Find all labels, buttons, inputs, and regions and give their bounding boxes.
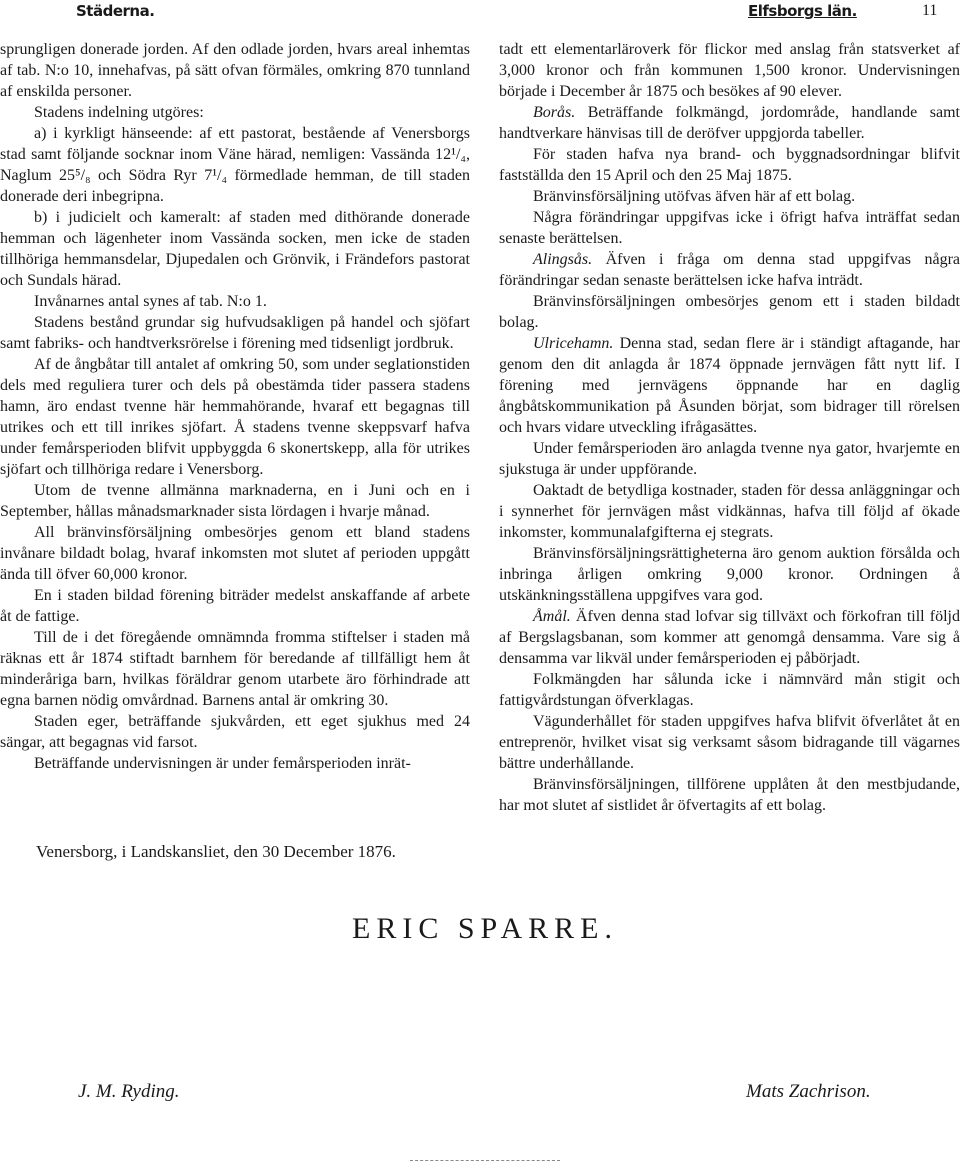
page-number: 11 bbox=[922, 2, 938, 19]
paragraph: Vägunderhållet för staden uppgifves hafva blifvit öfverlåtet åt en entreprenör, hvilket visat sig verksamt såsom bidragande till vägarnes bättre underhållande. bbox=[499, 713, 960, 772]
town-heading: Åmål. bbox=[533, 608, 571, 625]
header-section-title: Städerna. bbox=[76, 2, 155, 20]
header-county-title: Elfsborgs län. bbox=[748, 2, 857, 20]
paragraph: För staden hafva nya brand- och byggnadsordningar blifvit fastställda den 15 April och den 25 Maj 1875. bbox=[499, 146, 960, 184]
paragraph: Alingsås. Äfven i fråga om denna stad uppgifvas några förändringar sedan senaste berättelsen icke hafva inträdt. bbox=[499, 251, 960, 289]
paragraph: Åmål. Äfven denna stad lofvar sig tillväxt och förkofran till följd af Bergslagsbanan, som kommer att genomgå densamma. Vare sig å densamma var likväl under femårsperioden ej påbörjadt. bbox=[499, 608, 960, 667]
paragraph: Borås. Beträffande folkmängd, jordområde, handlande samt handtverkare hänvisas till de deröfver uppgjorda tabeller. bbox=[499, 104, 960, 142]
paragraph: sprungligen donerade jorden. Af den odlade jorden, hvars areal inhemtas af tab. N:o 10, innehafvas, på sätt ofvan förmäles, omkring 870 tunnland af enskilda personer. bbox=[0, 41, 470, 100]
paragraph: Af de ångbåtar till antalet af omkring 50, som under seglationstiden dels med reguliera turer och dels på obestämda tider passera stadens hamn, äro endast tvenne här hemmahörande, hvaraf ett begagnas till utrikes och ett till inrikes sjöfart. Å stadens tvenne skeppsvarf hafva under femårsperioden blifvit uppbyggda 6 skonertskepp, alla för utrikes sjöfart och tillhöriga redare i Venersborg. bbox=[0, 356, 470, 478]
paragraph: En i staden bildad förening biträder medelst anskaffande af arbete åt de fattige. bbox=[0, 587, 470, 625]
paragraph: Stadens indelning utgöres: bbox=[34, 104, 204, 121]
paragraph: Under femårsperioden äro anlagda tvenne nya gator, hvarjemte en sjukstuga är under uppförande. bbox=[499, 440, 960, 478]
paragraph: Stadens bestånd grundar sig hufvudsakligen på handel och sjöfart samt fabriks- och handtverksrörelse i förening med tidsenligt jordbruk. bbox=[0, 314, 470, 352]
paragraph: Till de i det föregående omnämnda fromma stiftelser i staden må räknas ett år 1874 stiftadt barnhem för beredande af tillfälligt hem åt minderåriga barn, hvilkas föräldrar genom utarbete äro förhindrade att egna barnen nödig omvårdnad. Barnens antal är omkring 30. bbox=[0, 629, 470, 709]
town-heading: Borås. bbox=[533, 104, 576, 121]
paragraph: Utom de tvenne allmänna marknaderna, en i Juni och en i September, hållas månadsmarknader sista lördagen i hvarje månad. bbox=[0, 482, 470, 520]
paragraph: Bränvinsförsäljningen ombesörjes genom ett i staden bildadt bolag. bbox=[499, 293, 960, 331]
paragraph: Några förändringar uppgifvas icke i öfrigt hafva inträffat sedan senaste berättelsen. bbox=[499, 209, 960, 247]
governor-name: ERIC SPARRE. bbox=[352, 912, 618, 945]
right-column bbox=[499, 39, 960, 816]
paragraph: Beträffande undervisningen är under femårsperioden inrät- bbox=[34, 755, 411, 772]
paragraph: Invånarnes antal synes af tab. N:o 1. bbox=[34, 293, 267, 310]
page-header bbox=[0, 0, 960, 30]
paragraph: Ulricehamn. Denna stad, sedan flere är i ständigt aftagande, har genom den dit anlagda år 1874 öppnade jernvägen fått nytt lif. I förening med jernvägens öppnande har en daglig ångbåtskommunikation på Åsunden börjat, som bidrager till rörelsen och hvars vidare utveckling ifrågasättes. bbox=[499, 335, 960, 436]
paragraph: b) i judicielt och kameralt: af staden med dithörande donerade hemman och lägenheter inom Vassända socken, men icke de staden tillhöriga hemmansdelar, Djupedalen och Grönvik, i Frändefors pastorat och Sundals härad. bbox=[0, 209, 470, 289]
paragraph: Bränvinsförsäljningsrättigheterna äro genom auktion försålda och inbringa årligen omkring 9,000 kronor. Ordningen å utskänkningsställena uppgifves vara god. bbox=[499, 545, 960, 604]
signature-left: J. M. Ryding. bbox=[78, 1081, 180, 1102]
paragraph: a) i kyrkligt hänseende: af ett pastorat, bestående af Venersborgs stad samt följande socknar inom Väne härad, nemligen: Vassända 12¹/₄, Naglum 25⁵/₈ och Södra Ryr 7¹/₄ förmedlade hemman, de till staden donerade deri inbegripna. bbox=[0, 125, 470, 205]
footer-rule bbox=[410, 1160, 560, 1161]
left-column bbox=[0, 39, 470, 774]
town-heading: Alingsås. bbox=[533, 251, 593, 268]
paragraph: Folkmängden har sålunda icke i nämnvärd mån stigit och fattigvårdstungan öfverklagas. bbox=[499, 671, 960, 709]
paragraph: Oaktadt de betydliga kostnader, staden för dessa anläggningar och i synnerhet för jernvägen måst vidkännas, hafva till följd af ökade inkomster, kommunalafgifterna ej stegrats. bbox=[499, 482, 960, 541]
town-heading: Ulricehamn. bbox=[533, 335, 614, 352]
paragraph: tadt ett elementarläroverk för flickor med anslag från statsverket af 3,000 kronor och från kommunen 1,500 kronor. Undervisningen började i December år 1875 och besökes af 90 elever. bbox=[499, 41, 960, 100]
paragraph: Staden eger, beträffande sjukvården, ett eget sjukhus med 24 sängar, att begagnas vid farsot. bbox=[0, 713, 470, 751]
paragraph: Bränvinsförsäljningen, tillförene upplåten åt den mestbjudande, har mot slutet af sistlidet år öfvertagits af ett bolag. bbox=[499, 776, 960, 814]
place-date-line: Venersborg, i Landskansliet, den 30 December 1876. bbox=[36, 842, 396, 861]
paragraph: All bränvinsförsäljning ombesörjes genom ett bland stadens invånare bildadt bolag, hvaraf inkomsten mot slutet af perioden uppgått ända till öfver 60,000 kronor. bbox=[0, 524, 470, 583]
signature-right: Mats Zachrison. bbox=[746, 1081, 871, 1102]
paragraph: Bränvinsförsäljning utöfvas äfven här af ett bolag. bbox=[533, 188, 856, 205]
